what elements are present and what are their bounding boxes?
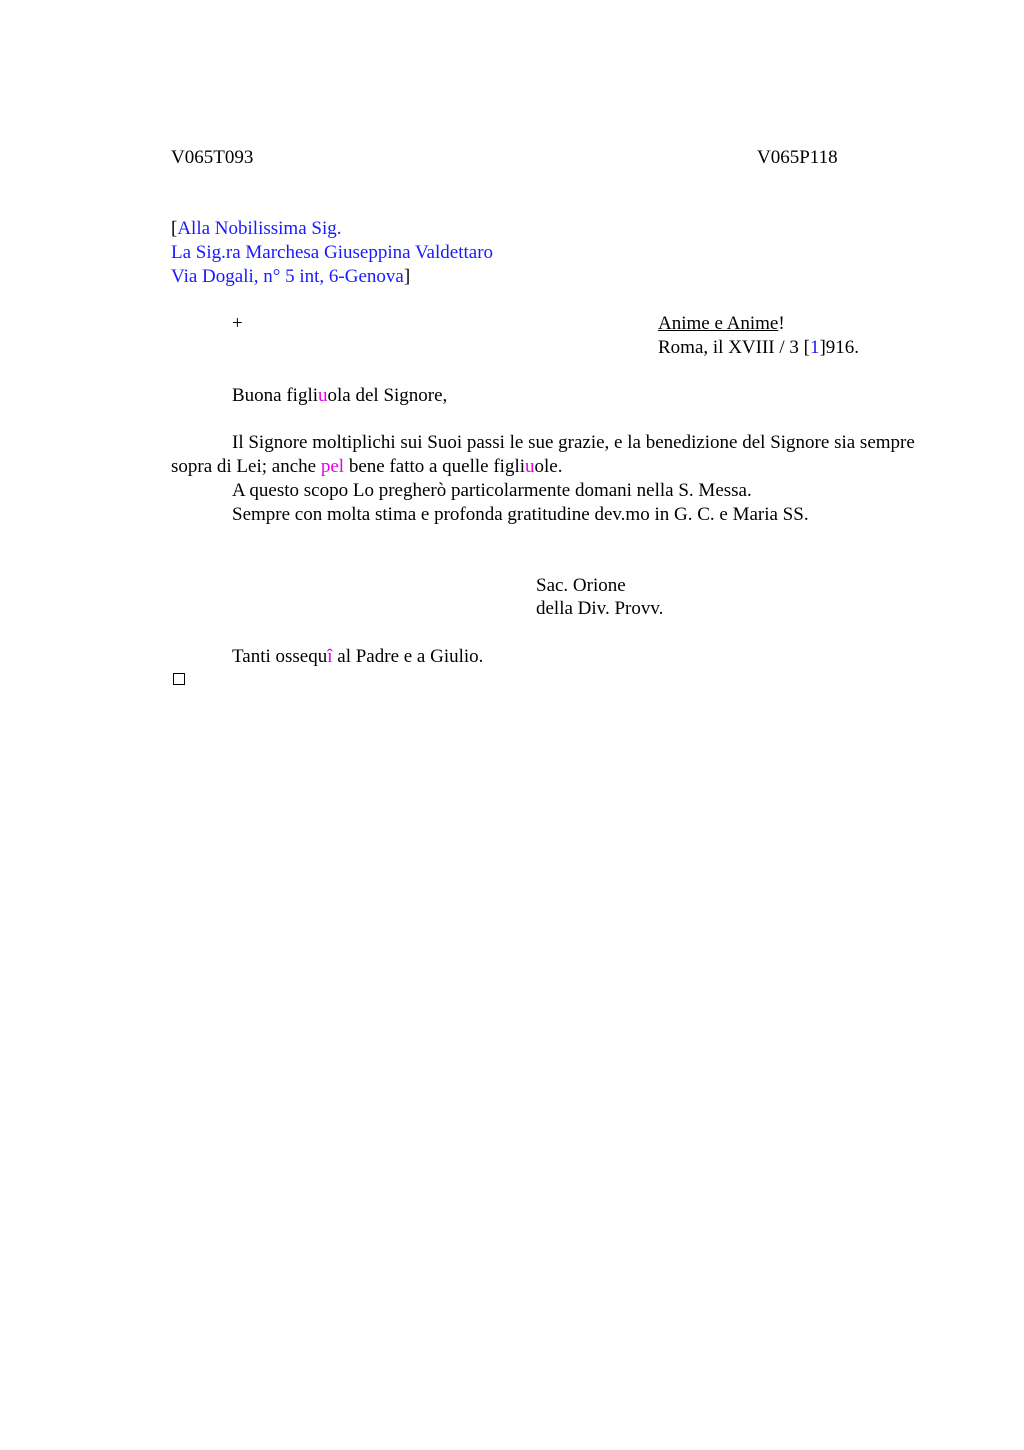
square-outline-icon	[173, 673, 185, 685]
motto-text: Anime e Anime	[658, 313, 779, 334]
address-line-3	[171, 265, 410, 289]
address-line-1	[171, 217, 341, 241]
paragraph-3: Sempre con molta stima e profonda gratitudine dev.mo in G. C. e Maria SS.	[232, 504, 809, 525]
postscript	[232, 645, 483, 669]
motto-punct: !	[778, 313, 785, 334]
salutation-variant: u	[318, 385, 328, 406]
paragraph-1	[171, 431, 916, 479]
paragraph-1-variant-2: u	[525, 456, 535, 477]
salutation-part-2: ola del Signore,	[327, 385, 448, 406]
paragraph-2: A questo scopo Lo pregherò particolarmente domani nella S. Messa.	[232, 480, 752, 501]
paragraph-1-part-1: Il Signore moltiplichi sui Suoi passi le sue grazie, e la benedizione del Signore sia sempre sopra di Lei; anche	[171, 432, 915, 477]
postscript-part-1: Tanti ossequ	[232, 646, 328, 667]
paragraph-1-part-2: bene fatto a quelle figli	[344, 456, 526, 477]
bracket-close: ]	[403, 266, 411, 287]
salutation	[232, 384, 447, 408]
address-text-3: Via Dogali, n° 5 int, 6-Genova	[171, 266, 404, 287]
signature-name: Sac. Orione	[536, 575, 626, 596]
date-prefix: Roma, il XVIII / 3 [	[658, 337, 810, 358]
date-suffix: ]916.	[819, 337, 860, 358]
date-inserted: 1	[809, 337, 820, 358]
paragraph-1-variant-1: pel	[320, 456, 345, 477]
salutation-part-1: Buona figli	[232, 385, 319, 406]
right-code: V065P118	[757, 147, 838, 168]
signature-title: della Div. Provv.	[536, 598, 664, 619]
left-code: V065T093	[171, 147, 254, 168]
motto	[658, 312, 785, 336]
postscript-part-2: al Padre e a Giulio.	[332, 646, 484, 667]
cross-mark: +	[232, 313, 243, 334]
date-line	[658, 336, 859, 360]
address-line-2: La Sig.ra Marchesa Giuseppina Valdettaro	[171, 242, 494, 263]
bracket-open: [	[171, 218, 178, 239]
address-text-1: Alla Nobilissima Sig.	[177, 218, 342, 239]
postscript-variant: î	[327, 646, 333, 667]
paragraph-1-part-3: ole.	[534, 456, 563, 477]
